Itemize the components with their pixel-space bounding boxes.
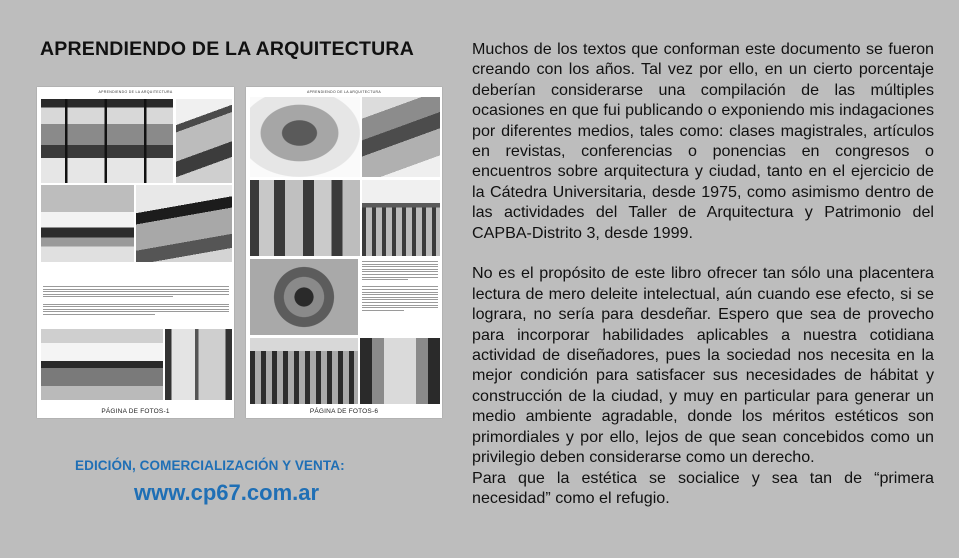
photo-acropolis-aerial [362,97,440,177]
page-header: APRENDIENDO DE LA ARQUITECTURA [98,90,173,94]
photo-cantilever-building [136,185,232,262]
page-caption: PÁGINA DE FOTOS-6 [309,408,379,415]
photo-colosseum [250,338,358,404]
edition-label: EDICIÓN, COMERCIALIZACIÓN Y VENTA: [75,458,345,473]
page-caption: PÁGINA DE FOTOS-1 [101,408,170,415]
photo-parthenon [362,180,440,256]
paragraph-1: Muchos de los textos que conforman este documento se fueron creando con los años. Tal vez por ello, en un cierto porcentaje deberían considerarse una compilación de las múltiples ocasiones en que fui publicando o exponiendo mis indagaciones por diferentes medios, tales como: clases magistrales, artículos en revistas, conferencias o ponencias en congresos o encuentros sobre arquitectura y ciudad, tanto en el ejercicio de la Cátedra Universitaria, desde 1975, como asimismo dentro de las actividades del Taller de Arquitectura y Patrimonio del CAPBA-Distrito 3, desde 1999. [472,40,934,242]
photo-acropolis-drawing [250,97,360,177]
page-header: APRENDIENDO DE LA ARQUITECTURA [307,90,381,94]
book-page-thumbnail-1 [37,87,234,418]
book-page-thumbnail-2 [246,87,442,418]
photo-glass-pavilion [41,99,173,183]
body-text [472,39,934,508]
photo-cathedral-interior [360,338,440,404]
paragraph-2: No es el propósito de este libro ofrecer tan sólo una placentera lectura de mero deleite intelectual, aún cuando ese efecto, si se lograra, no sería para desdeñar. Espero que sea de provecho para incorporar habilidades aplicables a nuestra cotidiana actividad de diseñadores, pues la sociedad nos necesita en la mejor condición para satisfacer sus necesidades de hábitat y construcción de la ciudad, y muy en particular para generar un medio ambiente agradable, donde los méritos estéticos son primordiales y por ello, lejos de que sean concebidos como un privilegio deben considerarse como un derecho. [472,264,934,467]
photo-porch-interior [165,329,232,400]
page-text-block [43,286,229,317]
page-title: APRENDIENDO DE LA ARQUITECTURA [40,38,414,60]
paragraph-3: Para que la estética se socialice y sea tan de “primera necesidad” como el refugio. [472,468,934,507]
photo-rome-aerial [250,259,358,335]
photo-curved-canopy [41,329,163,400]
page-text-block [362,261,438,312]
website-link[interactable]: www.cp67.com.ar [134,480,320,505]
photo-modern-house [41,185,134,262]
photo-roof-canopy [176,99,232,183]
photo-greek-columns [250,180,360,256]
